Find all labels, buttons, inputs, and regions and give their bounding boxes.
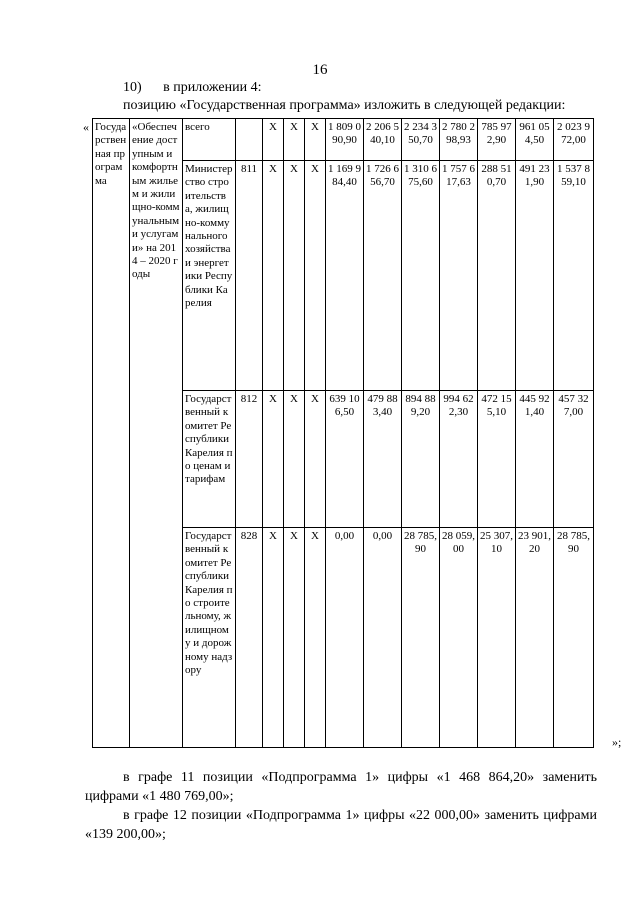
program-table <box>92 118 594 748</box>
value-cell: 28 785,90 <box>402 528 440 748</box>
x-cell: X <box>305 119 326 161</box>
code-cell: 812 <box>236 391 263 528</box>
executor-cell: Государственный комитет Республики Карелия по ценам и тарифам <box>183 391 236 528</box>
executor-cell: Министерство строительства, жилищно-коммунального хозяйства и энергетики Республики Карелия <box>183 161 236 391</box>
value-cell: 1 809 090,90 <box>326 119 364 161</box>
x-cell: X <box>263 161 284 391</box>
value-cell: 491 231,90 <box>516 161 554 391</box>
value-cell: 1 537 859,10 <box>554 161 594 391</box>
item-number: 10) <box>123 80 142 95</box>
item-text: в приложении 4: <box>163 80 262 95</box>
x-cell: X <box>284 391 305 528</box>
value-cell: 28 059,00 <box>440 528 478 748</box>
value-cell: 1 169 984,40 <box>326 161 364 391</box>
closing-quote: »; <box>612 735 622 749</box>
status-cell: Государственная программа <box>93 119 130 748</box>
table-row <box>93 119 594 161</box>
intro-line: позицию «Государственная программа» изложить в следующей редакции: <box>123 98 566 113</box>
opening-quote: « <box>83 120 89 134</box>
value-cell: 472 155,10 <box>478 391 516 528</box>
code-cell <box>236 119 263 161</box>
value-cell: 1 726 656,70 <box>364 161 402 391</box>
x-cell: X <box>263 391 284 528</box>
value-cell: 25 307,10 <box>478 528 516 748</box>
value-cell: 445 921,40 <box>516 391 554 528</box>
paragraph-1: в графе 11 позиции «Подпрограмма 1» цифры «1 468 864,20» заменить цифрами «1 480 769,00»; <box>85 770 597 804</box>
value-cell: 2 206 540,10 <box>364 119 402 161</box>
value-cell: 288 510,70 <box>478 161 516 391</box>
page-number: 16 <box>312 62 328 78</box>
x-cell: X <box>284 528 305 748</box>
value-cell: 639 106,50 <box>326 391 364 528</box>
x-cell: X <box>284 161 305 391</box>
value-cell: 961 054,50 <box>516 119 554 161</box>
item-line <box>123 80 261 96</box>
x-cell: X <box>263 119 284 161</box>
value-cell: 2 780 298,93 <box>440 119 478 161</box>
value-cell: 23 901,20 <box>516 528 554 748</box>
value-cell: 457 327,00 <box>554 391 594 528</box>
value-cell: 994 622,30 <box>440 391 478 528</box>
x-cell: X <box>284 119 305 161</box>
program-name-cell: «Обеспечение доступным и комфортным жильем и жилищно-коммунальными услугами» на 2014 – 2020 годы <box>130 119 183 748</box>
executor-cell: всего <box>183 119 236 161</box>
value-cell: 1 310 675,60 <box>402 161 440 391</box>
x-cell: X <box>305 528 326 748</box>
paragraph-2: в графе 12 позиции «Подпрограмма 1» цифры «22 000,00» заменить цифрами «139 200,00»; <box>85 808 597 842</box>
code-cell: 828 <box>236 528 263 748</box>
executor-cell: Государственный комитет Республики Карелия по строительному, жилищному и дорожному надзору <box>183 528 236 748</box>
x-cell: X <box>305 161 326 391</box>
value-cell: 894 889,20 <box>402 391 440 528</box>
value-cell: 0,00 <box>326 528 364 748</box>
value-cell: 785 972,90 <box>478 119 516 161</box>
x-cell: X <box>263 528 284 748</box>
value-cell: 1 757 617,63 <box>440 161 478 391</box>
code-cell: 811 <box>236 161 263 391</box>
value-cell: 2 234 350,70 <box>402 119 440 161</box>
value-cell: 28 785,90 <box>554 528 594 748</box>
value-cell: 2 023 972,00 <box>554 119 594 161</box>
x-cell: X <box>305 391 326 528</box>
value-cell: 479 883,40 <box>364 391 402 528</box>
value-cell: 0,00 <box>364 528 402 748</box>
